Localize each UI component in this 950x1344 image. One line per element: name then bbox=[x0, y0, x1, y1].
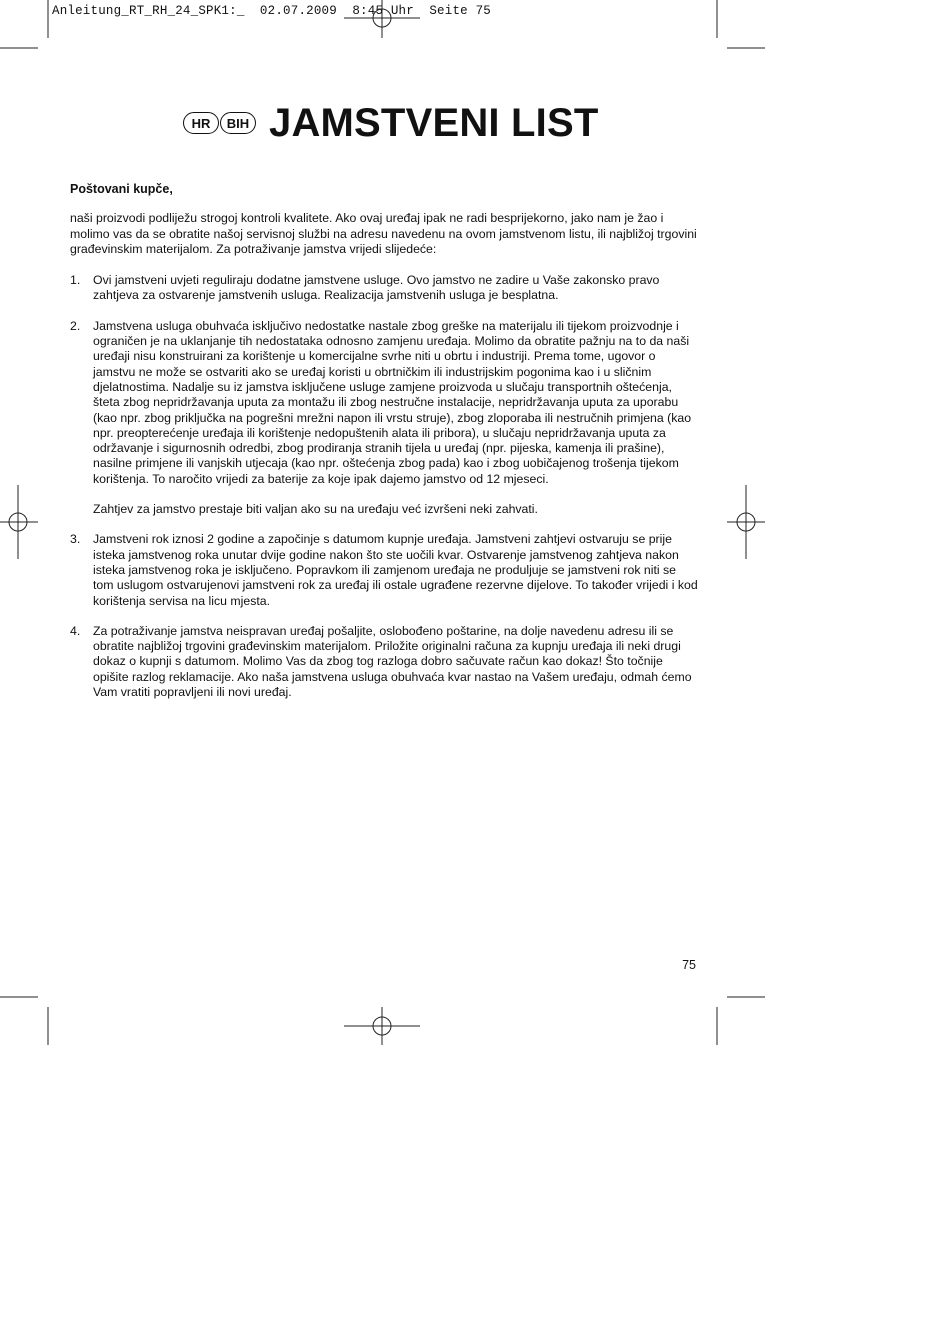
page-number: 75 bbox=[682, 958, 696, 972]
country-badge-bih: BIH bbox=[220, 112, 256, 134]
registration-mark-bottom bbox=[344, 1007, 420, 1045]
registration-mark-top bbox=[344, 0, 420, 38]
list-item-text: Zahtjev za jamstvo prestaje biti valjan ako su na uređaju već izvršeni neki zahvati. bbox=[93, 502, 538, 517]
list-item-number: 1. bbox=[70, 273, 81, 288]
list-item-text: Jamstvena usluga obuhvaća isključivo nedostatke nastale zbog greške na materijalu ili tijekom proizvodnje i ograničen je na uklanjanje tih nedostataka odnosno zamjenu uređaja. Molimo da obratite pažnju na to da naši uređaji nisu konstruirani za korištenje u komercijalne svrhe niti u obrtu i industriji. Prema tome, ugovor o jamstvu ne može se ostvariti ako se uređaj koristi u obrtničkim ili industrijskim pogonima kao i u sličnim djelatnostima. Nadalje su iz jamstva isključene usluge zamjene proizvoda u slučaju transportnih oštećenja, šteta zbog nepridržavanja uputa za montažu ili zbog nestručne instalacije, nepridržavanja uputa za uporabu (kao npr. zbog priključka na pogrešni mrežni napon ili vrstu struje), zbog zloporaba ili nestručnih primjena (kao npr. preopterećenje uređaja ili korištenje nedopuštenih alata ili pribora), u slučaju nepridržavanja uputa za održavanje i sigurnosnih odredbi, zbog prodiranja stranih tijela u uređaj (npr. pijeska, kamenja ili prašine), nasilne primjene ili vanjskih utjecaja (kao npr. oštećenja zbog pada) kao i zbog uobičajenog trošenja tijekom korištenja. To naročito vrijedi za baterije za koje ipak dajemo jamstvo od 12 mjeseci. bbox=[93, 318, 692, 486]
list-item bbox=[70, 624, 698, 700]
page-header bbox=[183, 100, 599, 146]
print-slug-line: Anleitung_RT_RH_24_SPK1:_ 02.07.2009 8:45 Uhr Seite 75 bbox=[52, 4, 491, 18]
list-item bbox=[70, 273, 698, 304]
list-item-text: Jamstveni rok iznosi 2 godine a započinje s datumom kupnje uređaja. Jamstveni zahtjevi ostvaruju se prije isteka jamstvenog roka unutar dvije godine nakon što ste uočili kvar. Ostvarenje jamstvenog zahtjeva nakon isteka jamstvenog roka je isključeno. Popravkom ili zamjenom uređaja ne produljuje se jamstveni rok niti se tom uslugom ostvarujenovi jamstveni rok za uređaj ili ostale ugrađene rezervne dijelove. To također vrijedi i kod korištenja servisa na licu mjesta. bbox=[93, 532, 698, 608]
list-item-text: Ovi jamstveni uvjeti reguliraju dodatne jamstvene usluge. Ovo jamstvo ne zadire u Vaše zakonsko pravo zahtjeva za ostvarenje jamstvenih usluga. Realizacija jamstvenih usluga je besplatna. bbox=[93, 273, 660, 303]
intro-paragraph: naši proizvodi podliježu strogoj kontroli kvalitete. Ako ovaj uređaj ipak ne radi besprijekorno, jako nam je žao i molimo vas da se obratite našoj servisnoj službi na adresu navedenu na ovom jamstvenom listu, ili najbližoj trgovini građevinskim materijalom. Za potraživanje jamstva vrijedi slijedeće: bbox=[70, 211, 697, 256]
registration-mark-left bbox=[0, 485, 38, 559]
greeting: Poštovani kupče, bbox=[70, 182, 173, 196]
warranty-text bbox=[70, 182, 698, 715]
list-item-text: Za potraživanje jamstva neispravan uređaj pošaljite, oslobođeno poštarine, na dolje navedenu adresu ili se obratite najbližoj trgovini građevinskim materijalom. Priložite originalni računa za kupnju uređaja ili neki drugi dokaz o kupnji s datumom. Molimo Vas da zbog tog razloga dobro sačuvate račun kao dokaz! Što točnije opišite razlog reklamacije. Ako naša jamstvena usluga obuhvaća kvar nastao na Vašem uređaju, odmah ćemo Vam vratiti popravljeni ili novi uređaj. bbox=[93, 623, 692, 700]
list-item-number: 3. bbox=[70, 532, 81, 547]
page-title: JAMSTVENI LIST bbox=[269, 100, 599, 145]
list-item bbox=[70, 319, 698, 518]
country-badge-hr: HR bbox=[183, 112, 219, 134]
list-item-number: 2. bbox=[70, 318, 81, 333]
list-item bbox=[70, 532, 698, 608]
list-item-number: 4. bbox=[70, 623, 81, 638]
registration-mark-right bbox=[727, 485, 765, 559]
